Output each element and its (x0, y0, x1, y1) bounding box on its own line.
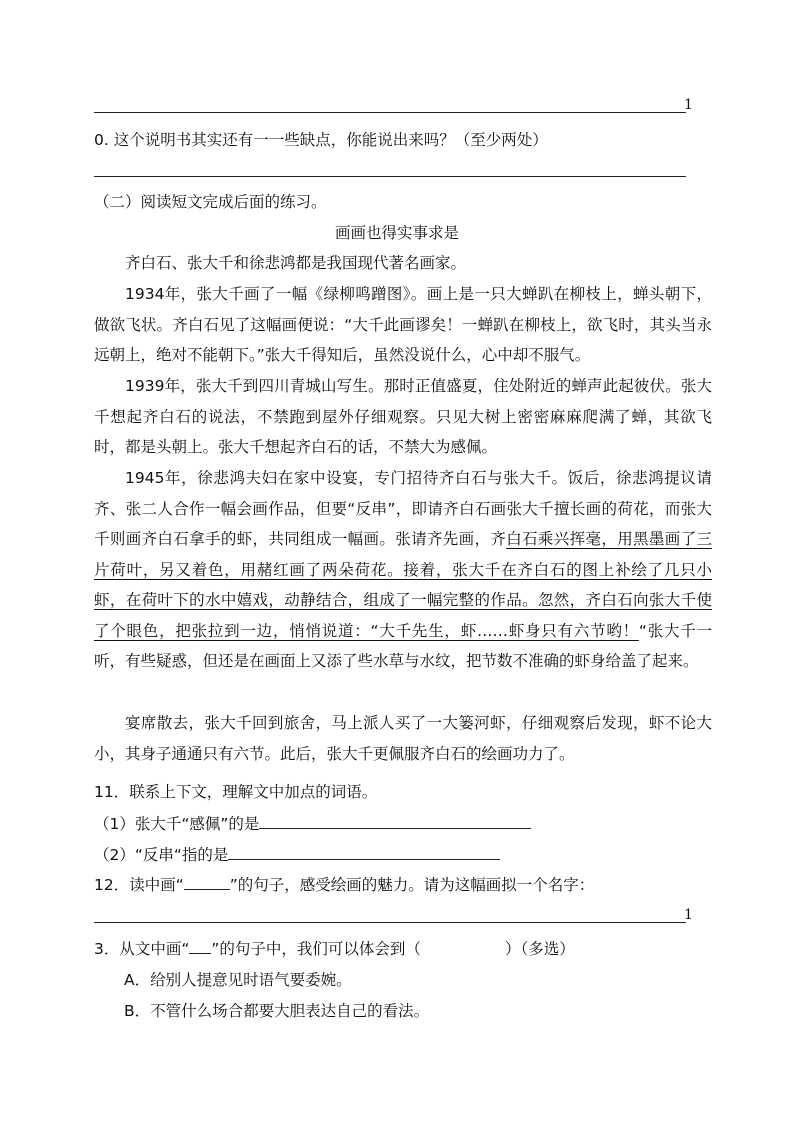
answer-blank-11-1[interactable] (259, 828, 531, 829)
question-11-part-1-label: （1）张大千“感佩”的是 (94, 815, 260, 833)
question-11-part-1 (94, 812, 531, 834)
paragraph-4-tail: “张大千一听，有些疑惑，但还是在画面上又添了些水草与水纹，把节数不准确的虾身给盖了起来。 (94, 621, 712, 670)
answer-line-top (94, 112, 686, 113)
question-13-pre: 3．从文中画“ (94, 940, 190, 958)
question-13 (94, 937, 575, 959)
question-12-marker (184, 889, 230, 890)
question-12 (94, 873, 594, 895)
paragraph-1: 齐白石、张大千和徐悲鸿都是我国现代著名画家。 (125, 254, 467, 272)
section-heading: （二）阅读短文完成后面的练习。 (94, 193, 327, 211)
line-mark-top: 1 (684, 97, 693, 113)
question-10: 0. 这个说明书其实还有一一些缺点，你能说出来吗？（至少两处） (94, 131, 548, 149)
question-11-part-2 (94, 843, 500, 865)
question-11: 11．联系上下文，理解文中加点的词语。 (94, 783, 378, 801)
question-12-post: ”的句子，感受绘画的魅力。请为这幅画拟一个名字： (229, 876, 595, 894)
paragraph-3: 1939年，张大千到四川青城山写生。那时正值盛夏，住处附近的蝉声此起彼伏。张大千想起齐白石的说法，不禁跑到屋外仔细观察。只见大树上密密麻麻爬满了蝉，其欲飞时，都是头朝上。张大千想起齐白石的话，不禁大为感佩。 (94, 377, 712, 456)
option-b: B．不管什么场合都要大胆表达自己的看法。 (124, 1002, 430, 1020)
paragraph-4-text: 1945年，徐悲鸿夫妇在家中设宴，专门招待齐白石与张大千。饭后，徐悲鸿提议请齐、张二人合作一幅会画作品，但要“反串”，即请齐白石画张大千擅长画的荷花，而张大千则画齐白石拿手的虾，共同组成一幅画。张请齐先画，齐 (94, 469, 712, 548)
answer-line-q10 (94, 176, 686, 177)
question-11-part-2-label: （2）“反串“指的是 (94, 846, 229, 864)
paragraph-2: 1934年，张大千画了一幅《绿柳鸣蹭图》。画上是一只大蝉趴在柳枝上，蝉头朝下，做欲飞状。齐白石见了这幅画便说：“大千此画谬矣！一蝉趴在柳枝上，欲飞时，其头当永远朝上，绝对不能朝下。”张大千得知后，虽然没说什么，心中却不服气。 (94, 285, 712, 364)
question-12-pre: 12．读中画“ (94, 876, 184, 894)
question-13-mid: ”的句子中，我们可以体会到（ (211, 940, 421, 958)
paragraph-4 (94, 463, 712, 677)
question-13-marker (189, 953, 211, 954)
question-13-post: ）（多选） (504, 940, 575, 958)
option-a: A．给别人提意见时语气要委婉。 (124, 971, 352, 989)
line-mark-q12: 1 (684, 907, 693, 923)
paragraph-5: 宴席散去，张大千回到旅舍，马上派人买了一大篓河虾，仔细观察后发现，虾不论大小，其身子通通只有六节。此后，张大千更佩服齐白石的绘画功力了。 (94, 714, 712, 763)
answer-line-q12[interactable] (94, 922, 686, 923)
underlined-passage: 白石乘兴挥毫，用黑墨画了三片荷叶，另又着色，用赭红画了两朵荷花。接着，张大千在齐白石的图上补绘了几只小虾，在荷叶下的水中嬉戏，动静结合，组成了一幅完整的作品。忽然，齐白石向张大千使了个眼色，把张拉到一边，悄悄说道：“大千先生，虾……虾身只有六节哟！ (94, 530, 712, 640)
answer-blank-11-2[interactable] (228, 859, 500, 860)
article-title: 画画也得实事求是 (334, 224, 459, 242)
